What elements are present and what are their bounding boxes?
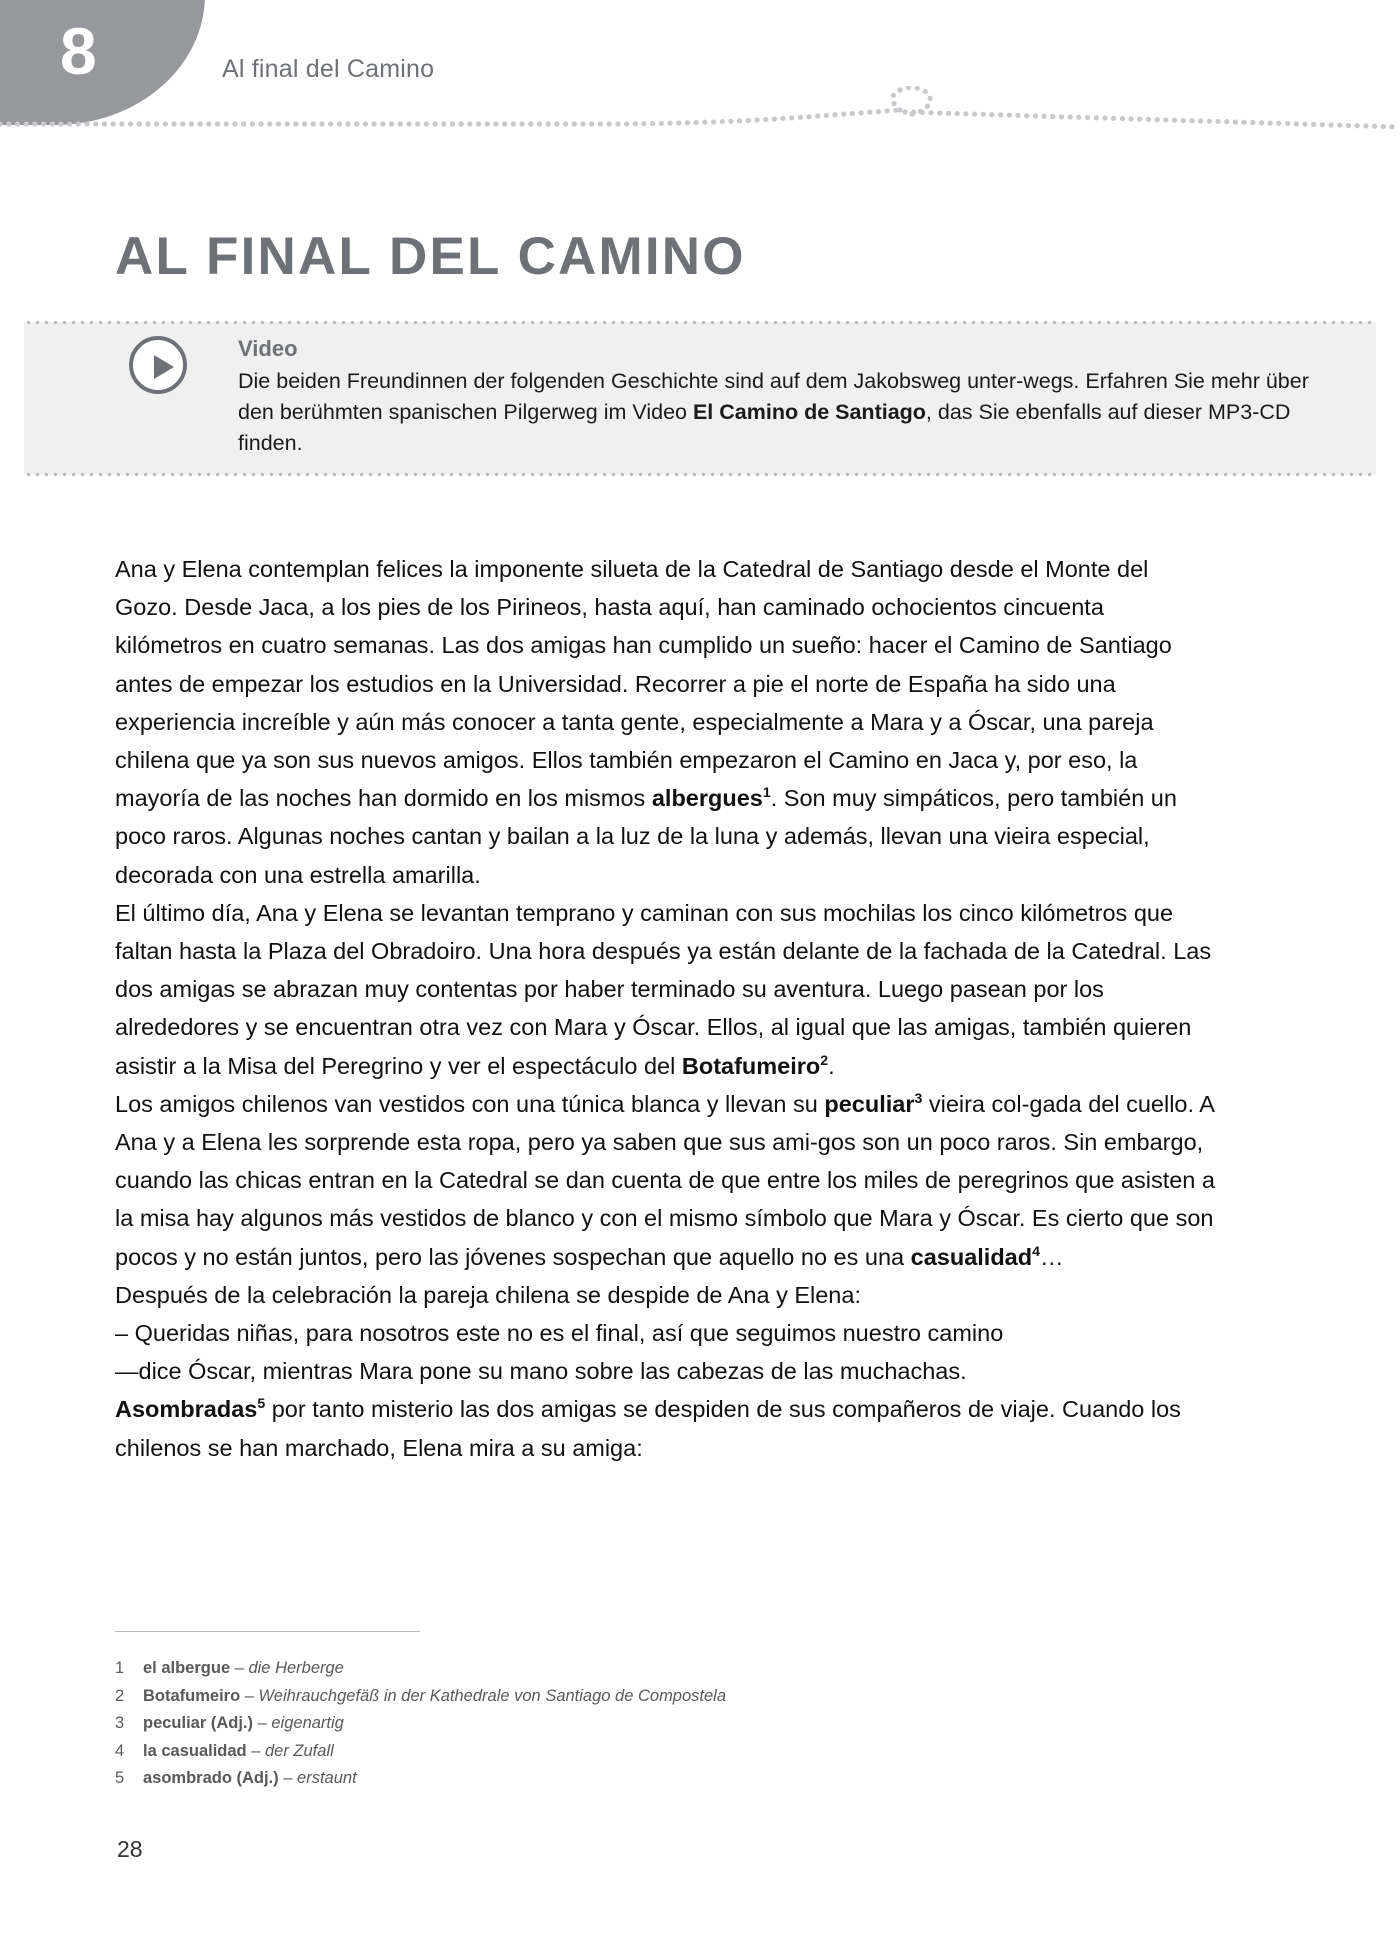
footnote-dash: – <box>234 1659 249 1677</box>
p7-text-a: por tanto misterio las dos amigas se despiden de sus compañeros de viaje. Cuando los chilenos se han marchado, Elena mira a su amiga: <box>115 1396 1181 1461</box>
p1-text-a: Ana y Elena contemplan felices la imponente silueta de la Catedral de Santiago desde el Monte del Gozo. Desde Jaca, a los pies de los Pirineos, hasta aquí, han caminado ochocientos cincuenta kilómetros en cuatro semanas. Las dos amigas han cumplido un sueño: hacer el Camino de Santiago antes de empezar los estudios en la Universidad. Recorrer a pie el norte de España ha sido una experiencia increíble y aún más conocer a tanta gente, especialmente a Mara y a Óscar, una pareja chilena que ya son sus nuevos amigos. Ellos también empezaron el Camino en Jaca y, por eso, la mayoría de las noches han dormido en los mismos <box>115 556 1172 812</box>
footnote-term: peculiar (Adj.) <box>143 1714 254 1732</box>
chapter-title: Al final del Camino <box>222 55 435 83</box>
footnote-number: 4 <box>115 1741 125 1760</box>
p3-text-a: Los amigos chilenos van vestidos con una túnica blanca y llevan su <box>115 1090 825 1117</box>
footnote-number: 3 <box>115 1714 125 1732</box>
chapter-number: 8 <box>60 14 96 88</box>
video-text-bold-title: El Camino de Santiago <box>692 400 926 424</box>
video-info-box <box>24 322 1376 475</box>
paragraph-3 <box>115 1085 1215 1276</box>
video-text-part2: , das Sie ebenfalls auf dieser MP3-CD finden. <box>238 400 1291 455</box>
paragraph-6-dialogue: —dice Óscar, mientras Mara pone su mano sobre las cabezas de las muchachas. <box>115 1358 967 1385</box>
footnote-item <box>115 1738 1015 1766</box>
p2-text-b: . <box>828 1052 835 1079</box>
video-content <box>238 336 1336 459</box>
play-icon[interactable] <box>129 336 187 394</box>
footnote-number: 5 <box>115 1769 125 1787</box>
footnote-gloss: Weihrauchgefäß in der Kathedrale von Santiago de Compostela <box>258 1686 727 1705</box>
footnote-dash: – <box>240 1686 259 1705</box>
footnote-body <box>143 1738 334 1766</box>
footnote-body <box>143 1655 344 1683</box>
footnote-body <box>143 1710 344 1738</box>
page-title: AL FINAL DEL CAMINO <box>115 226 746 286</box>
footnote-body <box>143 1683 726 1711</box>
footnote-ref-4[interactable]: 4 <box>1032 1242 1040 1259</box>
paragraph-5-dialogue: – Queridas niñas, para nosotros este no es el final, así que seguimos nuestro camino <box>115 1320 1004 1347</box>
footnote-ref-3[interactable]: 3 <box>914 1090 923 1107</box>
footnote-term: el albergue <box>143 1659 235 1677</box>
footnote-divider <box>115 1631 420 1632</box>
video-text-part1: Die beiden Freundinnen der folgenden Geschichte sind auf dem Jakobsweg unter-wegs. Erfahren Sie mehr über den berühmten spanischen Pilgerweg im Video <box>238 369 1309 424</box>
footnote-gloss: erstaunt <box>297 1769 357 1787</box>
term-botafumeiro: Botafumeiro <box>681 1052 821 1079</box>
page-header <box>0 0 1400 140</box>
footnote-ref-1[interactable]: 1 <box>762 784 771 801</box>
footnote-term: Botafumeiro <box>143 1686 241 1705</box>
paragraph-4: Después de la celebración la pareja chilena se despide de Ana y Elena: <box>115 1281 861 1308</box>
footnote-dash: – <box>253 1714 272 1732</box>
term-peculiar: peculiar <box>824 1090 915 1117</box>
paragraph-7 <box>115 1390 1215 1466</box>
decorative-dotted-path-icon <box>0 86 1400 146</box>
footnote-body <box>143 1765 357 1793</box>
article-body <box>115 550 1215 1467</box>
footnote-ref-5[interactable]: 5 <box>257 1395 266 1412</box>
footnote-item <box>115 1765 1015 1793</box>
footnote-list <box>115 1655 1015 1793</box>
footnote-item <box>115 1683 1015 1711</box>
p3-text-c: … <box>1039 1243 1064 1270</box>
video-description <box>238 366 1336 459</box>
footnote-gloss: eigenartig <box>271 1714 344 1732</box>
footnote-gloss: der Zufall <box>265 1741 334 1760</box>
footnote-number: 2 <box>115 1686 125 1705</box>
p1-text-b: . Son muy simpáticos, pero también un poco raros. Algunas noches cantan y bailan a la luz de la luna y además, llevan una vieira especial, decorada con una estrella amarilla. <box>115 785 1177 888</box>
footnote-term: asombrado (Adj.) <box>143 1769 279 1787</box>
footnote-dash: – <box>278 1769 298 1787</box>
footnote-number: 1 <box>115 1659 125 1677</box>
paragraph-1 <box>115 550 1215 894</box>
footnote-ref-2[interactable]: 2 <box>820 1051 829 1068</box>
video-heading: Video <box>238 336 298 361</box>
p2-text-a: El último día, Ana y Elena se levantan temprano y caminan con sus mochilas los cinco kilómetros que faltan hasta la Plaza del Obradoiro. Una hora después ya están delante de la fachada de la Catedral. Las dos amigas se abrazan muy contentas por haber terminado su aventura. Luego pasean por los alrededores y se encuentran otra vez con Mara y Óscar. Ellos, al igual que las amigas, también quieren asistir a la Misa del Peregrino y ver el espectáculo del <box>115 899 1212 1079</box>
footnote-item <box>115 1655 1015 1683</box>
paragraph-2 <box>115 894 1215 1085</box>
term-asombradas: Asombradas <box>115 1396 258 1423</box>
footnote-gloss: die Herberge <box>248 1659 344 1677</box>
p3-text-b: vieira col-gada del cuello. A Ana y a Elena les sorprende esta ropa, pero ya saben que sus ami-gos son un poco raros. Sin embargo, cuando las chicas entran en la Catedral se dan cuenta de que entre los miles de peregrinos que asisten a la misa hay algunos más vestidos de blanco y con el mismo símbolo que Mara y Óscar. Es cierto que son pocos y no están juntos, pero las jóvenes sospechan que aquello no es una <box>115 1090 1215 1270</box>
page-number: 28 <box>117 1836 143 1862</box>
term-albergues: albergues <box>651 785 763 812</box>
term-casualidad: casualidad <box>910 1243 1033 1270</box>
footnote-item <box>115 1710 1015 1738</box>
footnote-term: la casualidad <box>143 1741 247 1760</box>
footnote-dash: – <box>246 1741 265 1760</box>
